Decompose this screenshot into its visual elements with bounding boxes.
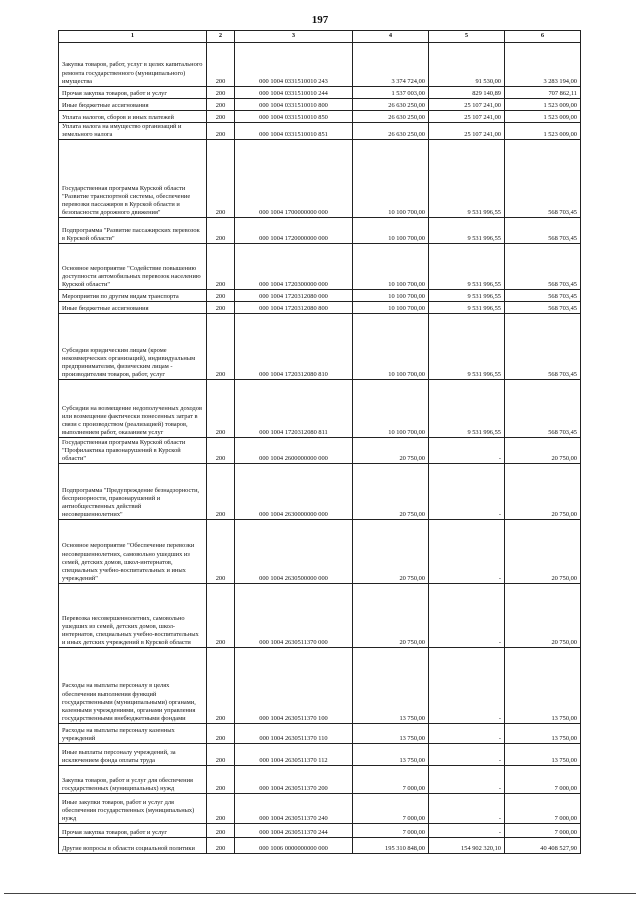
amount-remaining: 568 703,45	[505, 302, 581, 314]
amount-remaining: 7 000,00	[505, 766, 581, 794]
admin-code: 200	[207, 218, 235, 244]
budget-code: 000 1004 1720312080 800	[235, 302, 353, 314]
amount-approved: 10 100 700,00	[353, 218, 429, 244]
amount-remaining: 568 703,45	[505, 218, 581, 244]
table-row	[59, 648, 581, 724]
amount-approved: 7 000,00	[353, 824, 429, 838]
row-name: Основное мероприятие "Содействие повышению доступности автомобильных перевозок населению Курской области"	[59, 244, 207, 290]
admin-code: 200	[207, 520, 235, 584]
column-header: 5	[429, 31, 505, 43]
amount-executed: 25 107 241,00	[429, 99, 505, 111]
row-name: Иные бюджетные ассигнования	[59, 99, 207, 111]
budget-code: 000 1004 1720300000 000	[235, 244, 353, 290]
budget-code: 000 1004 2600000000 000	[235, 438, 353, 464]
row-name: Подпрограмма "Развитие пассажирских перевозок в Курской области"	[59, 218, 207, 244]
table-row	[59, 99, 581, 111]
table-row	[59, 824, 581, 838]
table-row	[59, 123, 581, 140]
column-header: 4	[353, 31, 429, 43]
row-name: Основное мероприятие "Обеспечение перевозки несовершеннолетних, самовольно ушедших из семей, детских домов, школ-интернатов, специальных учебно-воспитательных и иных учреждений"	[59, 520, 207, 584]
amount-remaining: 568 703,45	[505, 290, 581, 302]
admin-code: 200	[207, 314, 235, 380]
budget-code: 000 1004 1720312080 811	[235, 380, 353, 438]
amount-approved: 1 537 003,00	[353, 87, 429, 99]
budget-code: 000 1006 0000000000 000	[235, 838, 353, 854]
amount-approved: 195 310 848,00	[353, 838, 429, 854]
row-name: Закупка товаров, работ, услуг в целях капитального ремонта государственного (муниципального) имущества	[59, 43, 207, 87]
budget-code: 000 1004 0331510010 800	[235, 99, 353, 111]
amount-approved: 10 100 700,00	[353, 140, 429, 218]
budget-code: 000 1004 0331510010 244	[235, 87, 353, 99]
admin-code: 200	[207, 824, 235, 838]
amount-approved: 26 630 250,00	[353, 99, 429, 111]
amount-remaining: 568 703,45	[505, 314, 581, 380]
amount-executed: 25 107 241,00	[429, 111, 505, 123]
row-name: Перевозка несовершеннолетних, самовольно ушедших из семей, детских домов, школ-интернатов, специальных учебно-воспитательных и иных детских учреждений в Курской области	[59, 584, 207, 648]
budget-code: 000 1004 2630511370 200	[235, 766, 353, 794]
amount-approved: 26 630 250,00	[353, 111, 429, 123]
admin-code: 200	[207, 123, 235, 140]
amount-remaining: 707 862,11	[505, 87, 581, 99]
amount-approved: 13 750,00	[353, 724, 429, 744]
amount-approved: 26 630 250,00	[353, 123, 429, 140]
amount-approved: 20 750,00	[353, 464, 429, 520]
amount-remaining: 13 750,00	[505, 724, 581, 744]
amount-approved: 20 750,00	[353, 520, 429, 584]
amount-remaining: 13 750,00	[505, 744, 581, 766]
row-name: Прочая закупка товаров, работ и услуг	[59, 824, 207, 838]
table-row	[59, 111, 581, 123]
row-name: Субсидии на возмещение недополученных доходов или возмещение фактически понесенных затрат в связи с производством (реализацией) товаров, выполнением работ, оказанием услуг	[59, 380, 207, 438]
amount-remaining: 20 750,00	[505, 584, 581, 648]
table-row	[59, 218, 581, 244]
admin-code: 200	[207, 244, 235, 290]
admin-code: 200	[207, 648, 235, 724]
amount-executed: 154 902 320,10	[429, 838, 505, 854]
amount-remaining: 7 000,00	[505, 794, 581, 824]
budget-code: 000 1004 2630511370 112	[235, 744, 353, 766]
row-name: Уплата налогов, сборов и иных платежей	[59, 111, 207, 123]
amount-remaining: 13 750,00	[505, 648, 581, 724]
amount-executed: -	[429, 724, 505, 744]
amount-remaining: 7 000,00	[505, 824, 581, 838]
amount-approved: 10 100 700,00	[353, 244, 429, 290]
table-row	[59, 724, 581, 744]
column-header: 6	[505, 31, 581, 43]
bottom-rule	[4, 893, 636, 894]
amount-remaining: 20 750,00	[505, 464, 581, 520]
amount-approved: 20 750,00	[353, 584, 429, 648]
admin-code: 200	[207, 290, 235, 302]
row-name: Иные бюджетные ассигнования	[59, 302, 207, 314]
amount-approved: 3 374 724,00	[353, 43, 429, 87]
admin-code: 200	[207, 584, 235, 648]
table-row	[59, 140, 581, 218]
table-row	[59, 838, 581, 854]
amount-executed: 9 531 996,55	[429, 314, 505, 380]
amount-executed: -	[429, 584, 505, 648]
table-row	[59, 290, 581, 302]
amount-executed: 9 531 996,55	[429, 290, 505, 302]
amount-executed: -	[429, 438, 505, 464]
table-row	[59, 464, 581, 520]
amount-remaining: 568 703,45	[505, 140, 581, 218]
budget-code: 000 1004 1720312080 810	[235, 314, 353, 380]
budget-code: 000 1004 2630511370 110	[235, 724, 353, 744]
amount-executed: 829 140,89	[429, 87, 505, 99]
row-name: Прочая закупка товаров, работ и услуг	[59, 87, 207, 99]
budget-table	[58, 30, 581, 854]
budget-code: 000 1004 2630511370 000	[235, 584, 353, 648]
row-name: Подпрограмма "Предупреждение безнадзорности, беспризорности, правонарушений и антиобщественных действий несовершеннолетних"	[59, 464, 207, 520]
budget-code: 000 1004 1720000000 000	[235, 218, 353, 244]
amount-remaining: 1 523 009,00	[505, 123, 581, 140]
amount-remaining: 568 703,45	[505, 244, 581, 290]
budget-code: 000 1004 2630511370 100	[235, 648, 353, 724]
amount-remaining: 568 703,45	[505, 380, 581, 438]
budget-code: 000 1004 1720312080 000	[235, 290, 353, 302]
amount-executed: -	[429, 794, 505, 824]
budget-code: 000 1004 0331510010 243	[235, 43, 353, 87]
table-row	[59, 302, 581, 314]
table-row	[59, 380, 581, 438]
table-row	[59, 766, 581, 794]
row-name: Иные выплаты персоналу учреждений, за исключением фонда оплаты труда	[59, 744, 207, 766]
row-name: Государственная программа Курской области "Профилактика правонарушений в Курской области"	[59, 438, 207, 464]
admin-code: 200	[207, 794, 235, 824]
admin-code: 200	[207, 87, 235, 99]
row-name: Субсидии юридическим лицам (кроме некоммерческих организаций), индивидуальным предпринимателям, физическим лицам - производителям товаров, работ, услуг	[59, 314, 207, 380]
page-number: 197	[311, 14, 329, 26]
table-row	[59, 244, 581, 290]
amount-approved: 10 100 700,00	[353, 314, 429, 380]
row-name: Иные закупки товаров, работ и услуг для обеспечения государственных (муниципальных) нужд	[59, 794, 207, 824]
column-header: 2	[207, 31, 235, 43]
amount-approved: 13 750,00	[353, 744, 429, 766]
admin-code: 200	[207, 724, 235, 744]
amount-executed: 25 107 241,00	[429, 123, 505, 140]
row-name: Закупка товаров, работ и услуг для обеспечения государственных (муниципальных) нужд	[59, 766, 207, 794]
amount-executed: 9 531 996,55	[429, 218, 505, 244]
amount-executed: 9 531 996,55	[429, 380, 505, 438]
row-name: Другие вопросы в области социальной политики	[59, 838, 207, 854]
admin-code: 200	[207, 438, 235, 464]
admin-code: 200	[207, 838, 235, 854]
row-name: Государственная программа Курской области "Развитие транспортной системы, обеспечение перевозки пассажиров в Курской области и безопасности дорожного движения"	[59, 140, 207, 218]
amount-remaining: 20 750,00	[505, 520, 581, 584]
amount-executed: -	[429, 824, 505, 838]
row-name: Уплата налога на имущество организаций и земельного налога	[59, 123, 207, 140]
budget-code: 000 1004 2630511370 240	[235, 794, 353, 824]
admin-code: 200	[207, 99, 235, 111]
amount-executed: -	[429, 766, 505, 794]
table-row	[59, 87, 581, 99]
budget-code: 000 1004 0331510010 851	[235, 123, 353, 140]
amount-remaining: 1 523 009,00	[505, 99, 581, 111]
column-header: 3	[235, 31, 353, 43]
amount-approved: 20 750,00	[353, 438, 429, 464]
admin-code: 200	[207, 766, 235, 794]
amount-remaining: 1 523 009,00	[505, 111, 581, 123]
amount-remaining: 40 408 527,90	[505, 838, 581, 854]
table-row	[59, 43, 581, 87]
amount-executed: 91 530,00	[429, 43, 505, 87]
budget-code: 000 1004 2630511370 244	[235, 824, 353, 838]
admin-code: 200	[207, 744, 235, 766]
table-row	[59, 584, 581, 648]
admin-code: 200	[207, 140, 235, 218]
table-row	[59, 314, 581, 380]
amount-remaining: 20 750,00	[505, 438, 581, 464]
budget-code: 000 1004 1700000000 000	[235, 140, 353, 218]
row-name: Мероприятия по другим видам транспорта	[59, 290, 207, 302]
amount-approved: 10 100 700,00	[353, 290, 429, 302]
amount-approved: 10 100 700,00	[353, 302, 429, 314]
amount-approved: 7 000,00	[353, 794, 429, 824]
admin-code: 200	[207, 43, 235, 87]
admin-code: 200	[207, 464, 235, 520]
budget-code: 000 1004 0331510010 850	[235, 111, 353, 123]
column-header: 1	[59, 31, 207, 43]
amount-executed: -	[429, 648, 505, 724]
amount-executed: -	[429, 520, 505, 584]
amount-executed: 9 531 996,55	[429, 302, 505, 314]
amount-executed: -	[429, 464, 505, 520]
budget-code: 000 1004 2630500000 000	[235, 520, 353, 584]
budget-code: 000 1004 2630000000 000	[235, 464, 353, 520]
row-name: Расходы на выплаты персоналу в целях обеспечения выполнения функций государственными (муниципальными) органами, казенными учреждениями, органами управления государственными внебюджетными фондами	[59, 648, 207, 724]
table-row	[59, 438, 581, 464]
amount-approved: 10 100 700,00	[353, 380, 429, 438]
amount-executed: -	[429, 744, 505, 766]
amount-approved: 13 750,00	[353, 648, 429, 724]
admin-code: 200	[207, 380, 235, 438]
table-row	[59, 520, 581, 584]
admin-code: 200	[207, 111, 235, 123]
amount-remaining: 3 283 194,00	[505, 43, 581, 87]
table-header-row	[59, 31, 581, 43]
table-row	[59, 744, 581, 766]
table-row	[59, 794, 581, 824]
admin-code: 200	[207, 302, 235, 314]
amount-approved: 7 000,00	[353, 766, 429, 794]
amount-executed: 9 531 996,55	[429, 140, 505, 218]
row-name: Расходы на выплаты персоналу казенных учреждений	[59, 724, 207, 744]
amount-executed: 9 531 996,55	[429, 244, 505, 290]
